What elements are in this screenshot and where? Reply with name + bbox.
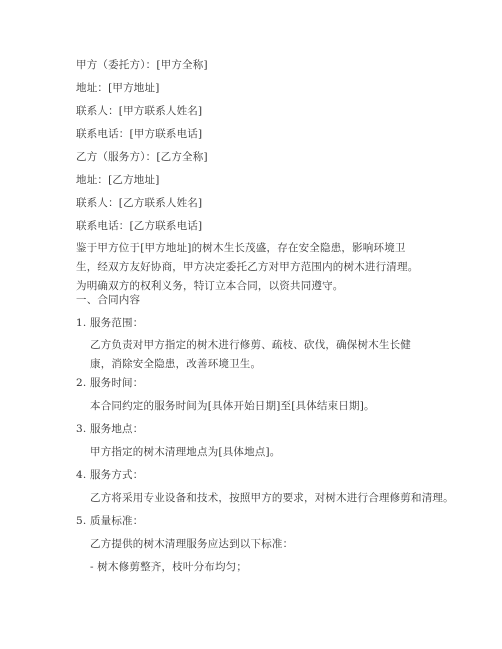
item-2-heading: 2. 服务时间： — [76, 377, 144, 389]
item-2-body: 本合同约定的服务时间为[具体开始日期]至[具体结束日期]。 — [90, 400, 375, 412]
party-a-name: 甲方（委托方）：[甲方全称] — [76, 59, 208, 71]
item-4-heading: 4. 服务方式： — [76, 469, 144, 481]
party-b-phone: 联系电话：[乙方联系电话] — [76, 220, 203, 232]
item-3-heading: 3. 服务地点： — [76, 423, 144, 435]
party-a-phone: 联系电话：[甲方联系电话] — [76, 128, 203, 140]
item-1-heading: 1. 服务范围： — [76, 317, 144, 329]
party-b-name: 乙方（服务方）：[乙方全称] — [76, 151, 208, 163]
preamble-paragraph: 鉴于甲方位于[甲方地址]的树木生长茂盛，存在安全隐患，影响环境卫生，经双方友好协商，甲方决定委托乙方对甲方范围内的树木进行清理。为明确双方的权利义务，特订立本合同，以资共同遵守。 — [76, 242, 419, 292]
item-4-body: 乙方将采用专业设备和技术，按照甲方的要求，对树木进行合理修剪和清理。 — [90, 492, 454, 504]
item-3-body: 甲方指定的树木清理地点为[具体地点]。 — [90, 446, 281, 458]
party-a-address: 地址：[甲方地址] — [76, 82, 160, 94]
party-b-address: 地址：[乙方地址] — [76, 174, 160, 186]
item-5-body: 乙方提供的树木清理服务应达到以下标准： — [90, 538, 294, 550]
party-a-contact: 联系人：[甲方联系人姓名] — [76, 105, 203, 117]
item-1-body: 乙方负责对甲方指定的树木进行修剪、疏枝、砍伐，确保树木生长健康，消除安全隐患，改善环境卫生。 — [90, 339, 411, 370]
bullet-item: - 树木修剪整齐，枝叶分布均匀； — [90, 561, 248, 573]
party-b-contact: 联系人：[乙方联系人姓名] — [76, 197, 203, 209]
section-heading: 一、合同内容 — [76, 294, 141, 306]
item-5-heading: 5. 质量标准： — [76, 515, 144, 527]
